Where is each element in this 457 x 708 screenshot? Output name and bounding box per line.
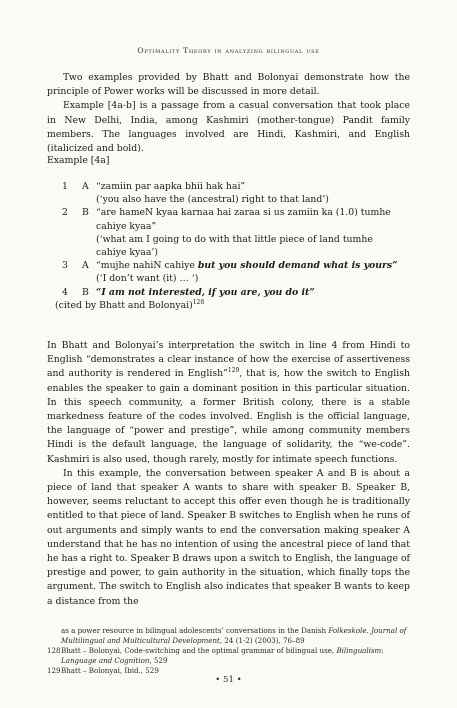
example-line-2-translation: (‘what am I going to do with that little piece of land tumhe xyxy=(96,233,373,245)
example-line-3: 3 A “mujhe nahiN cahiye but you should demand what is yours” xyxy=(62,260,398,272)
example-citation: (cited by Bhatt and Bolonyai)$^{128}$ xyxy=(55,298,205,311)
body-paragraph-2: In this example, the conversation between speaker A and B is about a piece of land that speaker A wants to share with speaker B. Speaker B, however, seems reluctant to accept this offer even though he is traditionally entitled to that piece of land. Speaker B switches to English when he runs of out arguments and simply wants to end the conversation making speaker A understand that he has no intention of using the ancestral piece of land that he has a right to. Speaker B draws upon a switch to English, the language of prestige and power, to gain authority in the situation, which finally tops the argument. The switch to English also indicates that speaker B wants to keep a distance from the xyxy=(47,467,410,607)
example-line-3-english: but you should demand what is yours” xyxy=(197,260,398,272)
footnote-128: 128 Bhatt – Bolonyai, Code-switching and the optimal grammar of bilingual use, Bilingualism: Language and Cognition, 529 xyxy=(47,646,384,666)
example-line-3-hindi: “mujhe nahiN cahiye xyxy=(96,260,198,272)
footnote-129: 129 Bhatt – Bolonyai, Ibid., 529 xyxy=(47,666,159,676)
example-line-3-translation: (‘I don’t want (it) … ‘) xyxy=(96,273,199,285)
example-line-4: 4 B “I am not interested, if you are, you do it” xyxy=(62,286,315,298)
footnote-ref-128: 128 xyxy=(192,298,205,306)
body-paragraph-1: In Bhatt and Bolonyai’s interpretation the switch in line 4 from Hindi to English “demonstrates a clear instance of how the exercise of assertiveness and authority is rendered in English”$^{129}$, that is, how the switch to English enables the speaker to gain a dominant position in this particular situation. In this speech community, a former British colony, there is a stable markedness feature of the codes involved. English is the official language, the language of “power and prestige”, while among community members Hindi is the default language, the language of solidarity, the “we-code”. Kashmiri is also used, though rarely, mostly for intimate speech functions. xyxy=(47,340,410,465)
intro-paragraph-1: Two examples provided by Bhatt and Bolonyai demonstrate how the principle of Power works will be discussed in more detail. xyxy=(47,72,410,98)
example-label-block xyxy=(47,154,410,168)
example-line-2-translation-continuation: cahiye kyaa’) xyxy=(96,247,158,259)
intro-paragraph-2: Example [4a-b] is a passage from a casual conversation that took place in New Delhi, India, among Kashmiri (mother-tongue) Pandit family members. The languages involved are Hindi, Kashmiri, and English (italicized and bold). xyxy=(47,100,410,155)
body-section xyxy=(47,339,410,609)
running-header: Optimality Theory in analyzing bilingual use xyxy=(137,46,320,55)
footnote-carryover: as a power resource in bilingual adolescents’ conversations in the Danish Folkeskole. Journal of Multilingual and Multicultural Development, 24 (1-2) (2003), 76–89 xyxy=(61,626,407,646)
example-line-2: 2 B “are hameN kyaa karnaa hai zaraa si us zamiin ka (1.0) tumhe xyxy=(62,207,391,219)
example-line-1-translation: (‘you also have the (ancestral) right to that land’) xyxy=(96,194,329,206)
example-line-2-continuation: cahiye kyaa” xyxy=(96,220,157,232)
footnotes xyxy=(47,626,410,676)
intro-section xyxy=(47,71,410,156)
page-number: • 51 • xyxy=(215,675,242,685)
example-transcript xyxy=(47,180,410,312)
example-label: Example [4a] xyxy=(47,155,110,166)
example-line-1: 1 A “zamiin par aapka bhii hak hai” xyxy=(62,181,246,192)
footnote-ref-129: 129 xyxy=(227,367,240,375)
